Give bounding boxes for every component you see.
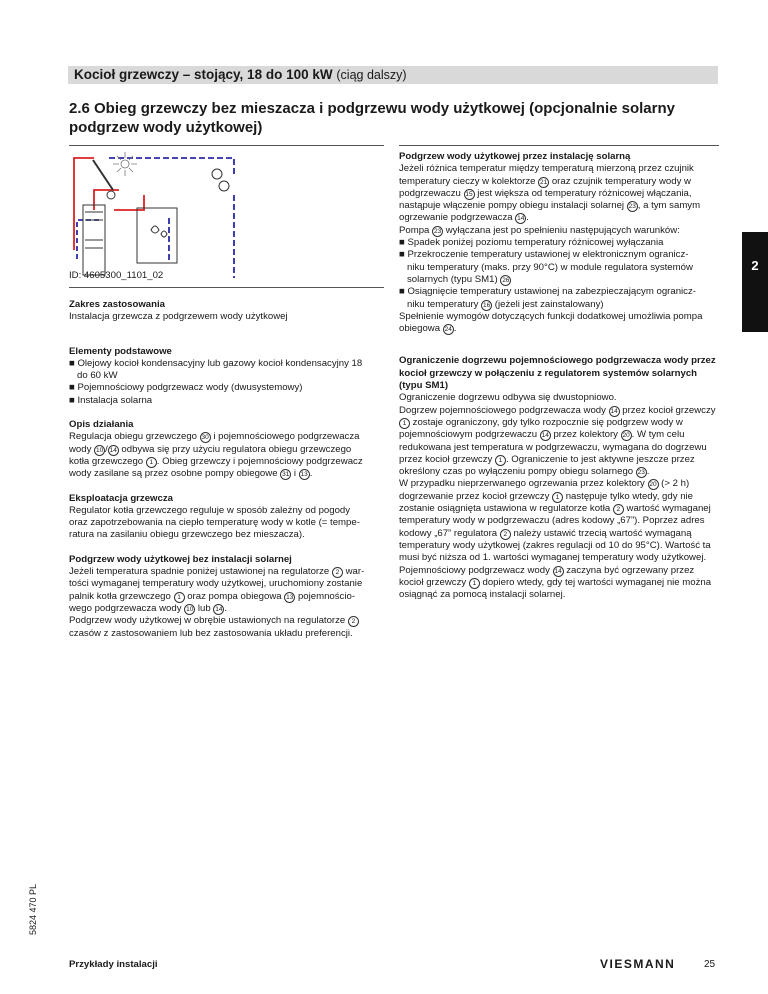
bez-line-3: palnik kotła grzewczego 1 oraz pompa obiegowa 13 pojemnościo- <box>69 590 356 602</box>
elementy-heading: Elementy podstawowe <box>69 345 172 357</box>
left-column <box>69 299 384 640</box>
sol-pump: Pompa 23 wyłączana jest po spełnieniu następujących warunków: <box>399 224 680 236</box>
eks-heading: Eksploatacja grzewcza <box>69 492 173 504</box>
eks-line-3: ratura na zasilaniu obiegu grzewczego bez mieszacza). <box>69 529 305 541</box>
elementy-item-1b: do 60 kW <box>77 370 118 382</box>
bez-line-5: Podgrzew wody użytkowej w obrębie ustawionych na regulatorze 2 <box>69 615 384 627</box>
viessmann-logo: VIESMANN <box>600 957 676 971</box>
page-header-title: Kocioł grzewczy – stojący, 18 do 100 kW (ciąg dalszy) <box>74 67 407 82</box>
page-number: 25 <box>704 959 716 970</box>
sol-extra: Spełnienie wymogów dotyczących funkcji dodatkowej umożliwia pompa obiegowa 24 . <box>399 310 703 335</box>
diagram-id: ID: 4605300_1101_02 <box>69 270 164 281</box>
zakres-text: Instalacja grzewcza z podgrzewem wody użytkowej <box>69 311 288 323</box>
sol-text: Jeżeli różnica temperatur między temperaturą mierzoną przez czujnik temperatury cieczy w kolektorze 21 oraz czujnik temperatury wody w podgrzewaczu 15 jest większa od temperatury różnicowej włączania, nastąpuje włączenie pompy obiegu instalacji solarnej 23 , a tym samym ogrzewanie podgrzewacza 14 . <box>399 163 701 224</box>
sol-cond-3: ■ Osiągnięcie temperatury ustawionej na zabezpieczającym ogranicz- niku temperatury 16 (jeżeli jest zainstalowany) <box>399 286 696 310</box>
ogr-text-2: Dogrzew pojemnościowego podgrzewacza wody 14 przez kocioł grzewczy 1 zostaje ograniczony, gdy tylko rozpocznie się podgrzew wody w pojemnościowym podgrzewaczu 14 przez kolektory 20 . W tym celu redukowana jest temperatura w podgrzewaczu, wymagana do dogrzewu przez kocioł grzewczy 1 . Ograniczenie to jest aktywne jeszcze przez określony czas po wyłączeniu pompy obiegu solarnego 23 . <box>399 404 716 478</box>
sol-heading: Podgrzew wody użytkowej przez instalację solarną <box>399 151 631 162</box>
opis-line-1: Regulacja obiegu grzewczego 30 i pojemnościowego podgrzewacza <box>69 431 360 443</box>
right-column <box>399 151 719 601</box>
document-code: 5824 470 PL <box>28 883 38 935</box>
bez-line-6: czasów z zastosowaniem lub bez zastosowania układu preferencji. <box>69 627 353 639</box>
ogr-text-1: Ograniczenie dogrzewu odbywa się dwustopniowo. <box>399 392 617 404</box>
installation-diagram <box>69 150 269 280</box>
section-title: 2.6 Obieg grzewczy bez mieszacza i podgrzewu wody użytkowej (opcjonalnie solarny podgrzew wody użytkowej) <box>69 100 675 136</box>
ogr-text-3: W przypadku nieprzerwanego ogrzewania przez kolektory 20 (> 2 h) dogrzewanie przez kocioł grzewczy 1 następuje tylko wtedy, gdy nie zostanie osiągnięta ustawiona w regulatorze kotła 2 wartość wymaganej temperatury wody w podgrzewaczu (adres kodowy „67”). Poprzez adres kodowy „67” regulatora 2 należy ustawić trzecią wartość wymaganą temperatury wody użytkowej (zakres regulacji od 10 do 95°C). Wartość ta musi być niższa od 1. wartości wymaganej temperatury wody użytkowej. <box>399 478 711 564</box>
bez-heading: Podgrzew wody użytkowej bez instalacji solarnej <box>69 553 292 565</box>
chapter-number: 2 <box>751 258 759 273</box>
opis-heading: Opis działania <box>69 419 134 431</box>
elementy-item-2: ■ Pojemnościowy podgrzewacz wody (dwusystemowy) <box>69 382 303 394</box>
eks-line-2: oraz zapotrzebowania na ciepło temperaturę wody w kotle (= tempe- <box>69 517 360 529</box>
ogr-text-4: Pojemnościowy podgrzewacz wody 14 zaczyna być ogrzewany przez kocioł grzewczy 1 dopiero wtedy, gdy tej wartości wymaganej nie można osiągnąć za pomocą instalacji solarnej. <box>399 564 712 601</box>
sol-cond-2: ■ Przekroczenie temperatury ustawionej w elektronicznym ogranicz- niku temperatury (maks. przy 90°C) w module regulatora systemów solarnych (typu SM1) 26 <box>399 249 693 285</box>
opis-line-2: wody 10 / 14 odbywa się przy użyciu regulatora obiegu grzewczego <box>69 443 352 455</box>
chapter-tab <box>742 232 768 332</box>
footer-section: Przykłady instalacji <box>69 959 158 970</box>
eks-line-1: Regulator kotła grzewczego reguluje w sposób zależny od pogody <box>69 504 351 516</box>
divider-left-diagram <box>69 287 384 288</box>
elementy-item-1: ■ Olejowy kocioł kondensacyjny lub gazowy kocioł kondensacyjny 18 <box>69 357 363 369</box>
divider-left-top <box>69 145 384 146</box>
elementy-item-3: ■ Instalacja solarna <box>69 394 153 406</box>
bez-line-4: wego podgrzewacza wody 10 lub 14 . <box>69 602 228 614</box>
opis-line-3: kotła grzewczego 1 . Obieg grzewczy i pojemnościowy podgrzewacz <box>69 455 363 467</box>
divider-right-top <box>399 145 719 146</box>
bez-line-1: Jeżeli temperatura spadnie poniżej ustawionej na regulatorze 2 war- <box>69 566 365 578</box>
sol-cond-1: ■ Spadek poniżej poziomu temperatury różnicowej wyłączania <box>399 237 664 249</box>
zakres-heading: Zakres zastosowania <box>69 299 165 310</box>
bez-line-2: tości wymaganej temperatury wody użytkowej, uruchomiony zostanie <box>69 578 363 590</box>
ogr-heading: Ograniczenie dogrzewu pojemnościowego podgrzewacza wody przez kocioł grzewczy w połączeniu z regulatorem systemów solarnych (typu SM1) <box>399 355 716 392</box>
opis-line-4: wody zasilane są przez osobne pompy obiegowe 31 i 13 . <box>69 468 313 480</box>
